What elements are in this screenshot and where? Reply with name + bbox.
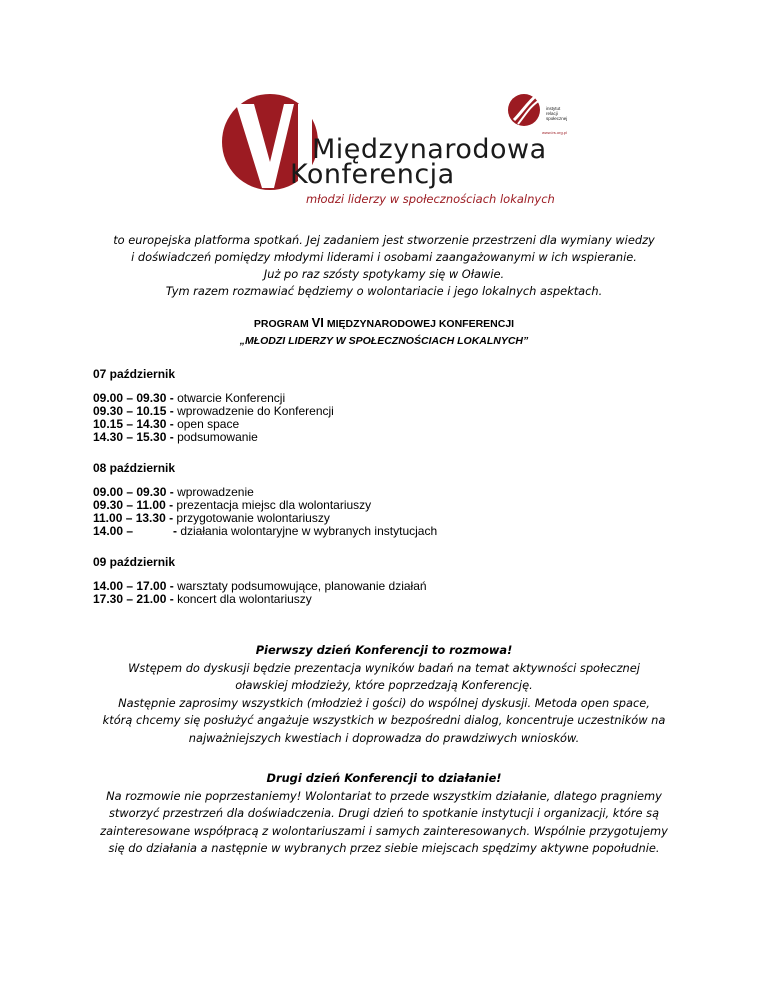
first-day-heading: Pierwszy dzień Konferencji to rozmowa! [255, 643, 513, 657]
day-schedule [93, 556, 427, 606]
second-day-heading: Drugi dzień Konferencji to działanie! [266, 771, 502, 785]
second-day-line: Na rozmowie nie poprzestaniemy! Wolontariat to przede wszystkim działanie, dlatego pragniemy [106, 788, 662, 803]
item-desc: otwarcie Konferencji [173, 391, 286, 405]
item-time: 17.30 – 21.00 - [93, 592, 174, 606]
first-day-line: Następnie zaprosimy wszystkich (młodzież i gości) do wspólnej dyskusji. Metoda open space, [118, 695, 650, 710]
program-subtitle: „MŁODZI LIDERZY W SPOŁECZNOŚCIACH LOKALNYCH” [239, 335, 529, 347]
first-day-line: Wstępem do dyskusji będzie prezentacja wyników badań na temat aktywności społecznej [128, 660, 640, 675]
logo-word-miedzynarodowa: Międzynarodowa [312, 134, 547, 165]
second-day-line: zainteresowane współpracą z wolontariuszami i samych zainteresowanych. Wspólnie przygotujemy [100, 823, 668, 838]
program-title-pre: PROGRAM [253, 318, 312, 330]
program-title [0, 314, 768, 350]
second-day-line: stworzyć przestrzeń dla doświadczenia. Drugi dzień to spotkanie instytucji i organizacji, które są [108, 806, 660, 821]
program-title-numeral: VI [311, 315, 324, 330]
intro-paragraph [40, 232, 728, 300]
item-time: 09.30 – 10.15 - [93, 404, 174, 418]
day-title: 07 październik [93, 367, 176, 381]
item-time: 14.00 – 17.00 - [93, 579, 174, 593]
logo-subtitle: młodzi liderzy w społecznościach lokalnych [306, 192, 555, 206]
day-schedule [93, 462, 437, 538]
item-time: 14.00 – [93, 524, 134, 538]
item-desc: wprowadzenie [173, 485, 254, 499]
item-time: 09.30 – 11.00 - [93, 498, 174, 512]
second-day-line: się do działania a następnie w wybranych przez siebie miejscach spędzimy aktywne popołudnie. [108, 841, 660, 856]
day-schedule [93, 368, 334, 444]
item-desc: przygotowanie wolontariuszy [173, 511, 330, 525]
item-desc: warsztaty podsumowujące, planowanie działań [173, 579, 427, 593]
schedule-item [93, 525, 437, 538]
institute-url: www.irs.org.pl [542, 130, 567, 135]
first-day-line: którą chcemy się posłużyć angażuje wszystkich w bezpośredni dialog, koncentruje uczestników na [102, 713, 666, 728]
schedule-item [93, 431, 334, 444]
item-time: 09.00 – 09.30 - [93, 391, 174, 405]
item-time: 10.15 – 14.30 - [93, 417, 174, 431]
item-time: 14.30 – 15.30 - [93, 430, 174, 444]
item-desc: open space [173, 417, 240, 431]
item-time: 11.00 – 13.30 - [93, 511, 174, 525]
item-desc: działania wolontaryjne w wybranych instytucjach [177, 524, 438, 538]
item-desc: wprowadzenie do Konferencji [173, 404, 334, 418]
intro-line: Tym razem rozmawiać będziemy o wolontariacie i jego lokalnych aspektach. [165, 284, 603, 298]
first-day-line: oławskiej młodzieży, które poprzedzają Konferencję. [235, 678, 533, 693]
intro-line: to europejska platforma spotkań. Jej zadaniem jest stworzenie przestrzeni dla wymiany wiedzy [113, 233, 655, 247]
second-day-description [60, 770, 708, 858]
intro-line: i doświadczeń pomiędzy młodymi liderami i osobami zaangażowanymi w ich wspieranie. [131, 250, 637, 264]
day-title: 08 październik [93, 461, 176, 475]
schedule-item [93, 593, 427, 606]
item-desc: podsumowanie [173, 430, 258, 444]
conference-logo [222, 84, 582, 214]
first-day-line: najważniejszych kwestiach i doprowadza do prawdziwych wniosków. [188, 730, 580, 745]
institute-name: instytut relacji społecznej [546, 106, 568, 121]
item-desc: koncert dla wolontariuszy [173, 592, 312, 606]
program-title-post: MIĘDZYNARODOWEJ KONFERENCJI [323, 318, 515, 330]
item-time: 09.00 – 09.30 - [93, 485, 174, 499]
intro-line: Już po raz szósty spotykamy się w Oławie. [263, 267, 505, 281]
logo-word-konferencja: Konferencja [290, 159, 455, 190]
day-title: 09 październik [93, 555, 176, 569]
item-desc: prezentacja miejsc dla wolontariuszy [173, 498, 372, 512]
item-time-dash: - [173, 524, 177, 538]
first-day-description [60, 642, 708, 748]
